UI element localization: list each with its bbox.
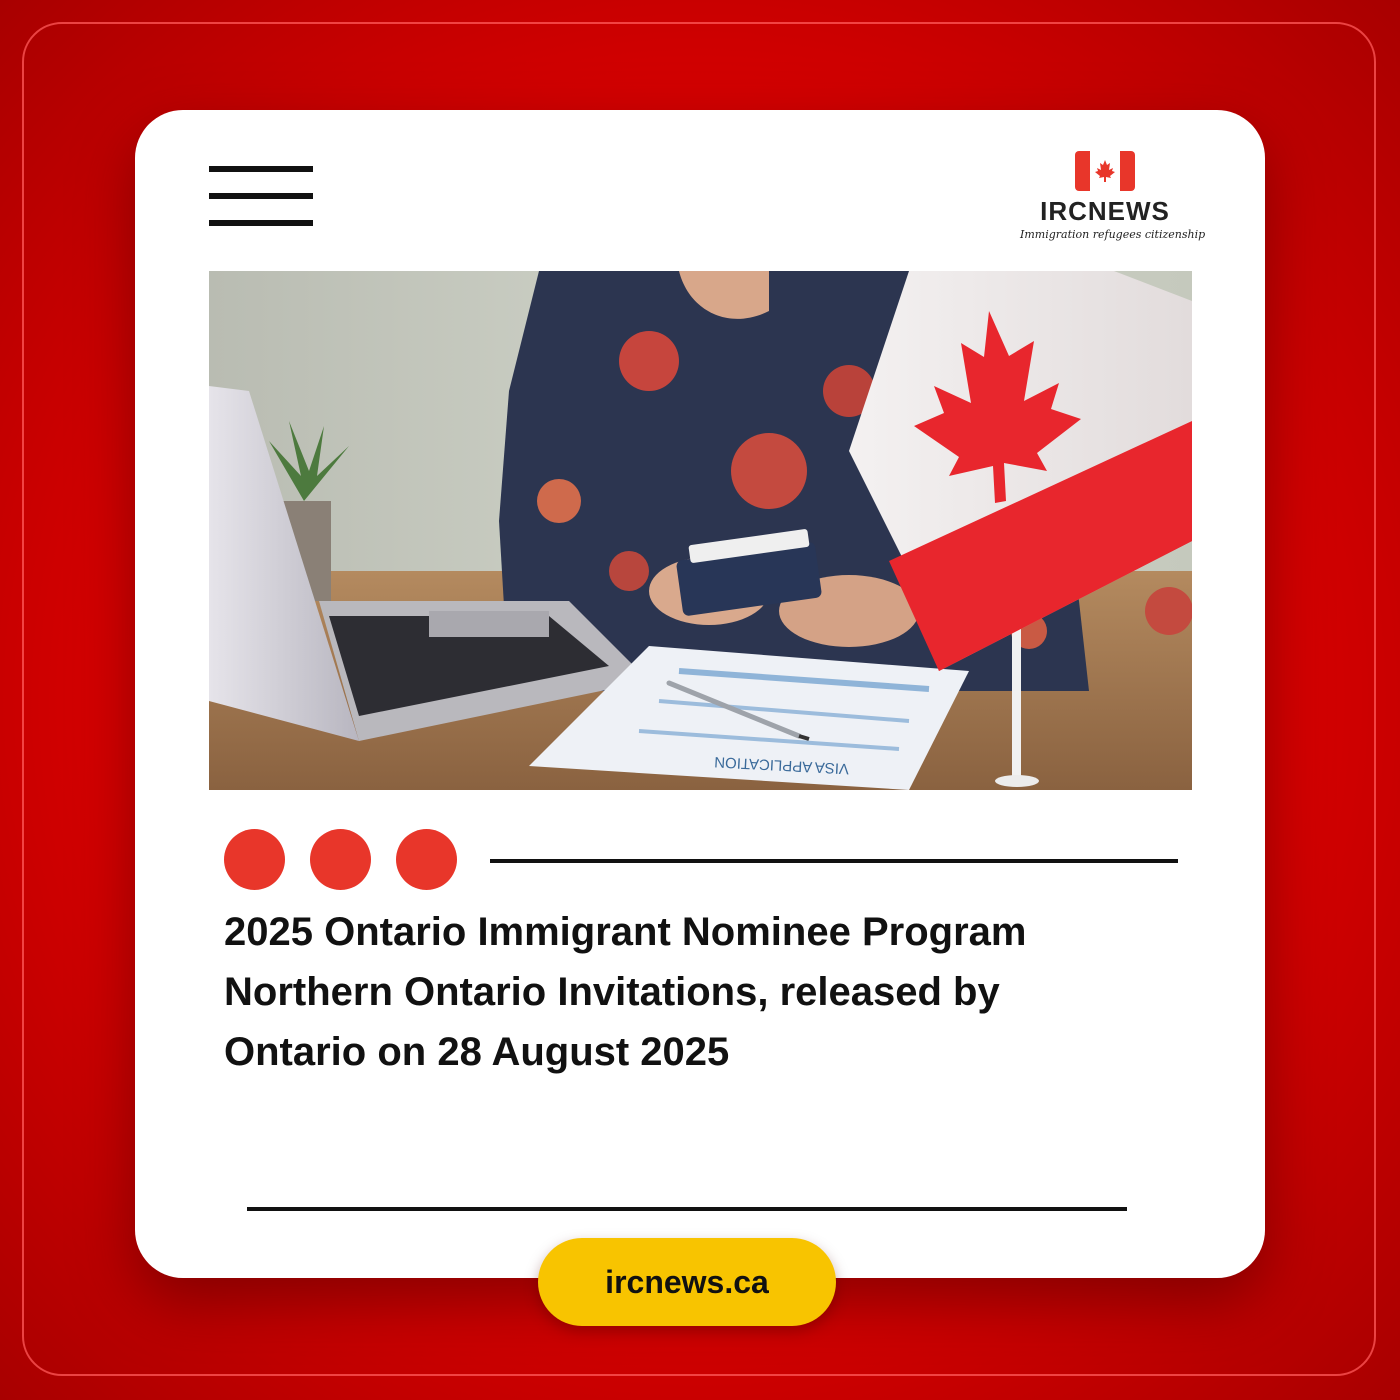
- red-dot: [310, 829, 371, 890]
- hamburger-menu-icon[interactable]: [209, 166, 313, 228]
- canada-flag-icon: [1075, 151, 1135, 191]
- menu-bar: [209, 220, 313, 226]
- post-card: [135, 110, 1265, 1278]
- menu-bar: [209, 166, 313, 172]
- visa-form-text: VISA APPLICATION: [713, 753, 850, 778]
- decorative-dots: [224, 829, 464, 891]
- website-link-button[interactable]: ircnews.ca: [538, 1238, 836, 1326]
- divider-line: [490, 859, 1178, 863]
- headline-line: Ontario on 28 August 2025: [224, 1030, 730, 1074]
- ircnews-logo[interactable]: [1020, 148, 1206, 252]
- hero-photo: [209, 271, 1192, 790]
- bottom-divider-line: [247, 1207, 1127, 1211]
- logo-wordmark: IRCNEWS: [1040, 196, 1170, 226]
- red-dot: [396, 829, 457, 890]
- headline: [224, 902, 1204, 1082]
- red-dot: [224, 829, 285, 890]
- logo-tagline: Immigration refugees citizenship: [1020, 228, 1206, 241]
- headline-line: 2025 Ontario Immigrant Nominee Program: [224, 910, 1027, 954]
- headline-line: Northern Ontario Invitations, released by: [224, 970, 1000, 1014]
- menu-bar: [209, 193, 313, 199]
